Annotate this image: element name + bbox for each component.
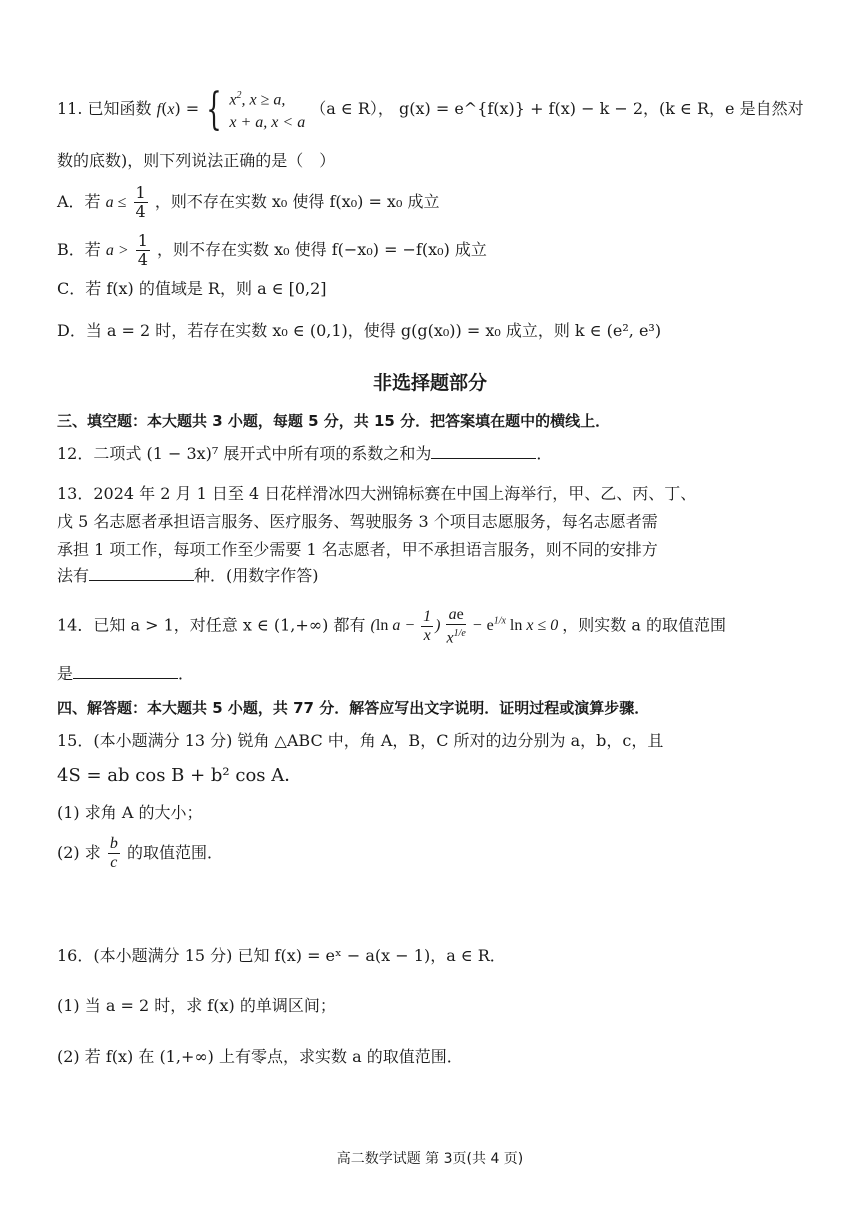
- q13-line4: [57, 565, 319, 587]
- q11-option-b: [57, 228, 487, 272]
- q11-case1: $x^2$, x ≥ a,: [229, 90, 286, 109]
- q11-optB-frac: $\frac{1}{4}$: [137, 231, 148, 269]
- q11-option-c: C．若 f(x) 的值域是 R，则 a ∈ [0,2]: [57, 279, 327, 298]
- q11-optA-post: ，则不存在实数 x₀ 使得 f(x₀) = x₀ 成立: [154, 192, 440, 211]
- q11-optA-pre: A．若: [57, 192, 101, 211]
- q12: [57, 443, 552, 465]
- q11-number: 11.: [57, 99, 83, 118]
- q11-optA-cond: a ≤: [105, 194, 127, 211]
- q11-line2: 数的底数)，则下列说法正确的是（ ）: [57, 151, 336, 170]
- q11-option-a: [57, 180, 439, 224]
- q11-line1: [57, 84, 804, 134]
- q14-line2: [57, 663, 194, 685]
- q11-intro: 已知函数: [87, 99, 152, 118]
- q11-brace: {: [206, 83, 222, 135]
- q13-answer-blank[interactable]: [89, 566, 194, 581]
- q15-line2: 4S = ab cos B + b² cos A．: [57, 765, 303, 786]
- q11-fx-arg: (x) =: [161, 99, 200, 118]
- q11-a-cond: （a ∈ R），: [310, 99, 394, 118]
- q14-line1: [57, 594, 726, 650]
- q11-fx: f: [156, 101, 162, 118]
- q15-frac-bc: $\frac{b}{c}$: [109, 835, 118, 871]
- q11-case2: x + a, x < a: [229, 113, 306, 131]
- q15-part1: (1) 求角 A 的大小；: [57, 803, 203, 822]
- q15-part2-post: 的取值范围．: [126, 843, 223, 862]
- q14-answer-blank[interactable]: [73, 664, 178, 679]
- q12-answer-blank[interactable]: [431, 444, 536, 459]
- q11-optA-frac: $\frac{1}{4}$: [135, 183, 146, 221]
- section3-header: 三、填空题：本大题共 3 小题，每题 5 分，共 15 分．把答案填在题中的横线上．: [57, 412, 611, 430]
- q11-optB-post: ，则不存在实数 x₀ 使得 f(−x₀) = −f(x₀) 成立: [157, 240, 487, 259]
- q14-line2-pre: 是: [57, 664, 74, 683]
- q15-line1: 15．(本小题满分 13 分) 锐角 △ABC 中，角 A，B，C 所对的边分别为 a，b，c，且: [57, 731, 664, 750]
- q15-part2-pre: (2) 求: [57, 843, 101, 862]
- page-footer: 高二数学试题 第 3页(共 4 页): [336, 1151, 524, 1167]
- q14-inequality: (ln a − $\frac{1}{x}$ ) $\frac{ae}{x^{1/e}}$ − $e^{1/x}$ ln x ≤ 0: [370, 605, 563, 647]
- section-title: 非选择题部分: [372, 372, 487, 394]
- q13-line3: 承担 1 项工作，每项工作至少需要 1 名志愿者，甲不承担语言服务，则不同的安排方: [57, 540, 658, 559]
- q11-optB-cond: a >: [105, 242, 129, 259]
- q11-cases: [229, 85, 305, 133]
- q13-line2: 戊 5 名志愿者承担语言服务、医疗服务、驾驶服务 3 个项目志愿服务，每名志愿者需: [57, 512, 658, 531]
- q13-line4-post: 种．(用数字作答): [194, 566, 319, 585]
- q14-frac-1x: $\frac{1}{x}$: [423, 608, 432, 645]
- q12-end: ．: [536, 444, 553, 463]
- q11-g-text: g(x) = e^{f(x)} + f(x) − k − 2，(k ∈ R，e 是自然对: [398, 99, 804, 118]
- q13-line1: 13．2024 年 2 月 1 日至 4 日花样滑冰四大洲锦标赛在中国上海举行，甲、乙、丙、丁、: [57, 484, 697, 503]
- q14-post: ，则实数 a 的取值范围: [562, 615, 726, 635]
- q15-part2: [57, 830, 223, 876]
- q14-frac-ae: $\frac{ae}{x^{1/e}}$: [446, 605, 466, 647]
- q14-line2-post: ．: [178, 664, 195, 683]
- q16-part2: (2) 若 f(x) 在 (1,+∞) 上有零点，求实数 a 的取值范围．: [57, 1047, 463, 1066]
- q11-option-d: D．当 a = 2 时，若存在实数 x₀ ∈ (0,1)，使得 g(g(x₀)) = x₀ 成立，则 k ∈ (e², e³): [57, 321, 662, 340]
- section4-header: 四、解答题：本大题共 5 小题，共 77 分．解答应写出文字说明．证明过程或演算步骤．: [57, 699, 650, 717]
- q11-optB-pre: B．若: [57, 240, 101, 259]
- q16-line1: 16．(本小题满分 15 分) 已知 f(x) = eˣ − a(x − 1)，a ∈ R．: [57, 946, 506, 965]
- q14-pre: 14．已知 a > 1，对任意 x ∈ (1,+∞) 都有: [57, 615, 366, 635]
- q12-text: 12．二项式 (1 − 3x)⁷ 展开式中所有项的系数之和为: [57, 444, 432, 463]
- q13-line4-pre: 法有: [57, 566, 90, 585]
- q16-part1: (1) 当 a = 2 时，求 f(x) 的单调区间；: [57, 996, 336, 1015]
